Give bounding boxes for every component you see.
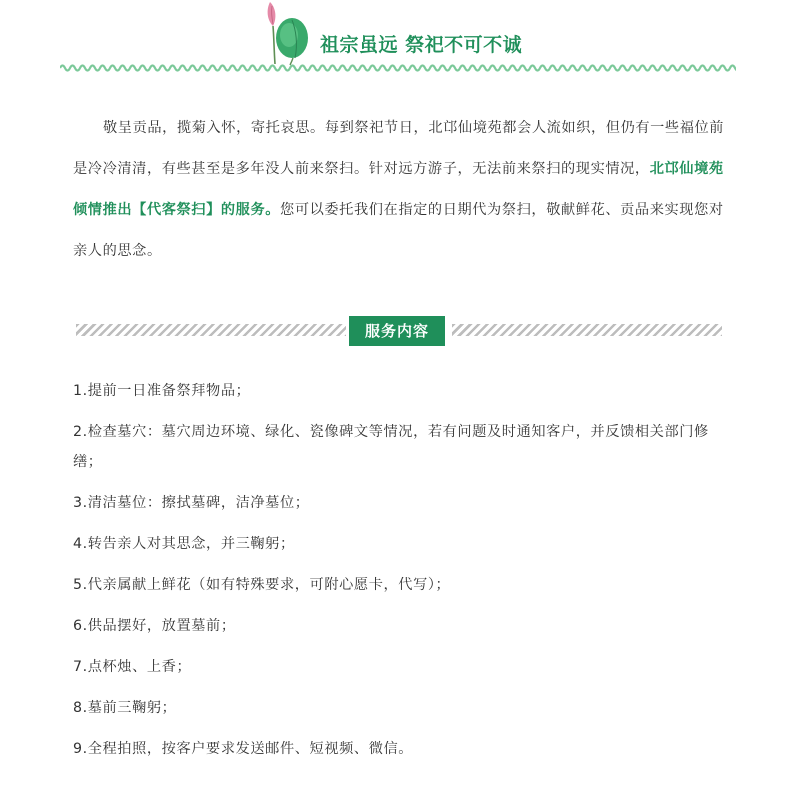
service-item: 2.检查墓穴：墓穴周边环境、绿化、瓷像碑文等情况，若有问题及时通知客户，并反馈相关部门修缮； [73, 424, 709, 470]
intro-text-1: 敬呈贡品，揽菊入怀，寄托哀思。每到祭祀节日，北邙仙境苑都会人流如织，但仍有一些福位前是冷冷清清，有些甚至是多年没人前来祭扫。针对远方游子，无法前来祭扫的现实情况， [73, 120, 725, 177]
intro-text-2: 您可以委托我们在指定的日期代为祭扫，敬献鲜花、贡品来实现您对亲人的思念。 [73, 202, 724, 259]
service-item: 1.提前一日准备祭拜物品； [73, 383, 251, 399]
section-heading: 服务内容 [349, 316, 445, 346]
service-item: 4.转告亲人对其思念，并三鞠躬； [73, 536, 295, 552]
service-item: 9.全程拍照，按客户要求发送邮件、短视频、微信。 [73, 741, 414, 757]
section-divider [76, 316, 722, 346]
intro-paragraph [73, 108, 725, 272]
hatch-line-right [452, 324, 722, 336]
page-title: 祖宗虽远 祭祀不可不诚 [320, 34, 523, 56]
service-item: 8.墓前三鞠躬； [73, 700, 177, 716]
service-item: 6.供品摆好，放置墓前； [73, 618, 236, 634]
service-item: 5.代亲属献上鲜花（如有特殊要求，可附心愿卡，代写）； [73, 577, 451, 593]
hatch-line-left [76, 324, 346, 336]
service-list [73, 371, 725, 770]
lotus-leaf-icon [262, 0, 312, 66]
service-item: 7.点杯烛、上香； [73, 659, 192, 675]
service-item: 3.清洁墓位：擦拭墓碑，洁净墓位； [73, 495, 310, 511]
wave-divider [60, 62, 736, 74]
intro-highlight: 北邙仙境苑倾情推出【代客祭扫】的服务。 [73, 161, 724, 218]
header [0, 0, 798, 80]
